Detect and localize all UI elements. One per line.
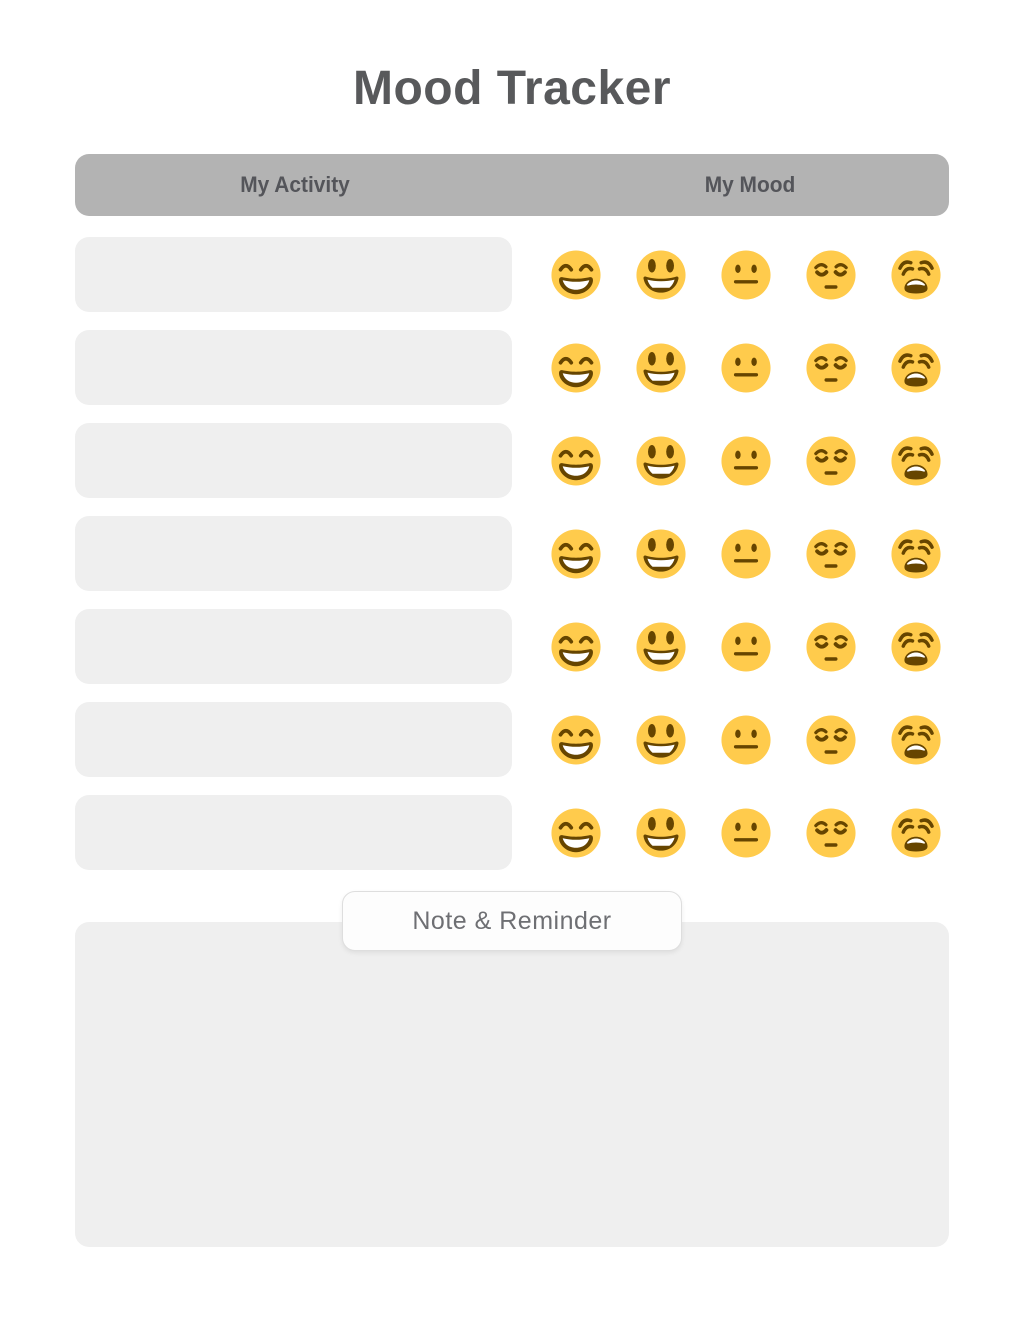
pensive-face-icon: [805, 807, 857, 859]
grinning-face-with-smiling-eyes-icon: [550, 807, 602, 859]
grinning-face-with-smiling-eyes-icon: [550, 249, 602, 301]
grinning-face-with-smiling-eyes-button[interactable]: [550, 435, 602, 487]
grinning-face-with-big-eyes-icon: [635, 528, 687, 580]
tracker-rows: [75, 237, 949, 870]
note-reminder-text: Note & Reminder: [412, 906, 612, 935]
pensive-face-icon: [805, 528, 857, 580]
weary-face-button[interactable]: [890, 435, 942, 487]
grinning-face-with-big-eyes-icon: [635, 249, 687, 301]
neutral-face-button[interactable]: [720, 807, 772, 859]
mood-options: [550, 342, 942, 394]
tracker-row: [75, 516, 949, 591]
mood-options: [550, 435, 942, 487]
activity-input[interactable]: [75, 237, 512, 312]
grinning-face-with-big-eyes-button[interactable]: [635, 435, 687, 487]
neutral-face-icon: [720, 807, 772, 859]
grinning-face-with-big-eyes-button[interactable]: [635, 342, 687, 394]
neutral-face-button[interactable]: [720, 342, 772, 394]
note-reminder-label: [342, 891, 682, 951]
weary-face-button[interactable]: [890, 714, 942, 766]
pensive-face-button[interactable]: [805, 249, 857, 301]
grinning-face-with-smiling-eyes-icon: [550, 528, 602, 580]
weary-face-button[interactable]: [890, 621, 942, 673]
grinning-face-with-big-eyes-button[interactable]: [635, 528, 687, 580]
tracker-row: [75, 330, 949, 405]
activity-input[interactable]: [75, 702, 512, 777]
activity-input[interactable]: [75, 516, 512, 591]
grinning-face-with-smiling-eyes-icon: [550, 621, 602, 673]
mood-options: [550, 249, 942, 301]
grinning-face-with-big-eyes-button[interactable]: [635, 249, 687, 301]
neutral-face-icon: [720, 714, 772, 766]
neutral-face-icon: [720, 249, 772, 301]
activity-input[interactable]: [75, 423, 512, 498]
grinning-face-with-big-eyes-button[interactable]: [635, 807, 687, 859]
note-section: [75, 906, 949, 1247]
weary-face-icon: [890, 621, 942, 673]
note-textarea[interactable]: [75, 922, 949, 1247]
weary-face-button[interactable]: [890, 342, 942, 394]
mood-options: [550, 528, 942, 580]
mood-options: [550, 714, 942, 766]
grinning-face-with-smiling-eyes-icon: [550, 714, 602, 766]
neutral-face-button[interactable]: [720, 249, 772, 301]
tracker-row: [75, 702, 949, 777]
grinning-face-with-big-eyes-icon: [635, 714, 687, 766]
pensive-face-button[interactable]: [805, 621, 857, 673]
activity-input[interactable]: [75, 795, 512, 870]
grinning-face-with-smiling-eyes-button[interactable]: [550, 528, 602, 580]
weary-face-icon: [890, 807, 942, 859]
weary-face-button[interactable]: [890, 249, 942, 301]
grinning-face-with-big-eyes-button[interactable]: [635, 621, 687, 673]
weary-face-icon: [890, 342, 942, 394]
weary-face-button[interactable]: [890, 528, 942, 580]
pensive-face-icon: [805, 621, 857, 673]
pensive-face-icon: [805, 435, 857, 487]
tracker-row: [75, 423, 949, 498]
grinning-face-with-big-eyes-icon: [635, 621, 687, 673]
pensive-face-icon: [805, 249, 857, 301]
weary-face-icon: [890, 435, 942, 487]
activity-input[interactable]: [75, 330, 512, 405]
table-header-bar: [75, 154, 949, 216]
neutral-face-icon: [720, 435, 772, 487]
grinning-face-with-smiling-eyes-button[interactable]: [550, 621, 602, 673]
grinning-face-with-big-eyes-icon: [635, 807, 687, 859]
grinning-face-with-smiling-eyes-icon: [550, 435, 602, 487]
page-title: Mood Tracker: [352, 62, 672, 115]
pensive-face-icon: [805, 342, 857, 394]
pensive-face-button[interactable]: [805, 807, 857, 859]
activity-input[interactable]: [75, 609, 512, 684]
neutral-face-button[interactable]: [720, 621, 772, 673]
neutral-face-button[interactable]: [720, 714, 772, 766]
weary-face-icon: [890, 249, 942, 301]
column-header-mood: My Mood: [704, 172, 796, 197]
column-header-activity: My Activity: [240, 172, 350, 197]
weary-face-button[interactable]: [890, 807, 942, 859]
pensive-face-button[interactable]: [805, 528, 857, 580]
tracker-row: [75, 237, 949, 312]
mood-options: [550, 807, 942, 859]
weary-face-icon: [890, 714, 942, 766]
grinning-face-with-smiling-eyes-icon: [550, 342, 602, 394]
pensive-face-icon: [805, 714, 857, 766]
grinning-face-with-big-eyes-button[interactable]: [635, 714, 687, 766]
neutral-face-icon: [720, 528, 772, 580]
pensive-face-button[interactable]: [805, 714, 857, 766]
pensive-face-button[interactable]: [805, 435, 857, 487]
mood-options: [550, 621, 942, 673]
tracker-row: [75, 609, 949, 684]
grinning-face-with-smiling-eyes-button[interactable]: [550, 807, 602, 859]
weary-face-icon: [890, 528, 942, 580]
neutral-face-icon: [720, 342, 772, 394]
neutral-face-button[interactable]: [720, 528, 772, 580]
neutral-face-icon: [720, 621, 772, 673]
grinning-face-with-smiling-eyes-button[interactable]: [550, 249, 602, 301]
grinning-face-with-smiling-eyes-button[interactable]: [550, 342, 602, 394]
grinning-face-with-big-eyes-icon: [635, 342, 687, 394]
pensive-face-button[interactable]: [805, 342, 857, 394]
neutral-face-button[interactable]: [720, 435, 772, 487]
grinning-face-with-smiling-eyes-button[interactable]: [550, 714, 602, 766]
tracker-row: [75, 795, 949, 870]
grinning-face-with-big-eyes-icon: [635, 435, 687, 487]
